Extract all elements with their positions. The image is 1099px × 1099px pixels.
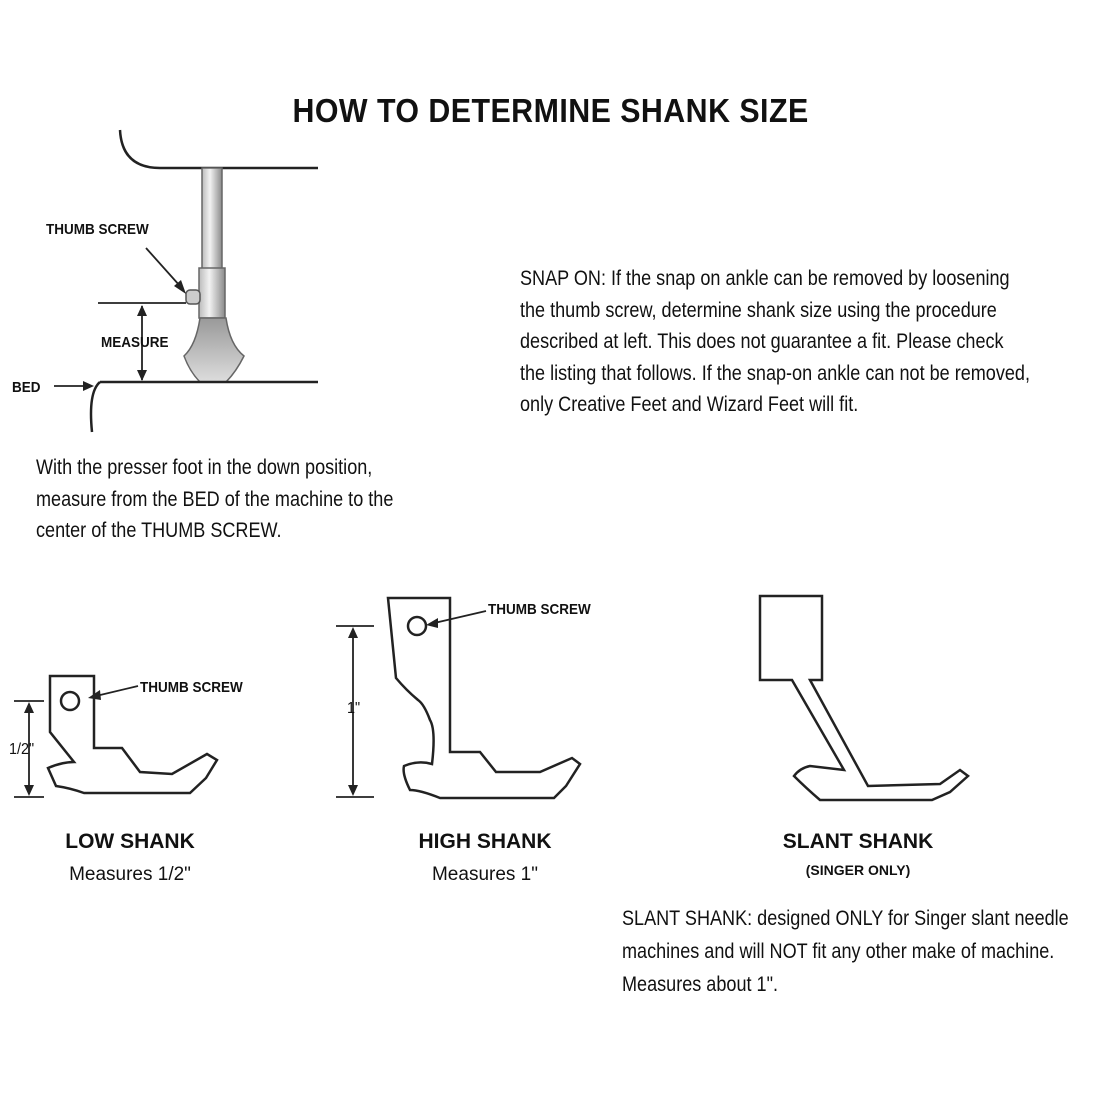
slant-shank-description-line: Measures about 1". [622, 973, 779, 996]
snap-on-line: described at left. This does not guarantee a fit. Please check [520, 330, 1004, 353]
low-shank-subtitle: Measures 1/2" [69, 864, 191, 885]
label-bed: BED [12, 379, 41, 396]
high-shank-title: HIGH SHANK [418, 830, 552, 853]
instructions-line: With the presser foot in the down position, [36, 456, 373, 479]
slant-shank-illustration [760, 596, 968, 800]
slant-shank-note: (SINGER ONLY) [805, 862, 911, 878]
snap-on-line: only Creative Feet and Wizard Feet will fit. [520, 393, 859, 416]
low-shank-title: LOW SHANK [65, 830, 195, 853]
snap-on-line: SNAP ON: If the snap on ankle can be removed by loosening [520, 267, 1010, 290]
snap-on-line: the thumb screw, determine shank size using the procedure [520, 298, 997, 322]
high-shank-dimension-label: 1" [347, 700, 361, 717]
slant-shank-description-line: machines and will NOT fit any other make of machine. [622, 940, 1055, 963]
low-shank-dimension-label: 1/2" [9, 741, 35, 758]
page-title: HOW TO DETERMINE SHANK SIZE [292, 92, 809, 129]
snap-on-text [520, 263, 1030, 421]
instructions-line: center of the THUMB SCREW. [36, 519, 282, 542]
machine-diagram [54, 130, 318, 432]
slant-shank-title: SLANT SHANK [782, 830, 934, 853]
high-shank-thumb-screw-label: THUMB SCREW [488, 601, 591, 618]
instructions-line: measure from the BED of the machine to the [36, 487, 394, 511]
slant-shank-description-line: SLANT SHANK: designed ONLY for Singer slant needle [622, 907, 1069, 930]
slant-shank-description [622, 902, 1069, 1001]
label-thumb-screw: THUMB SCREW [46, 221, 149, 238]
high-shank-subtitle: Measures 1" [431, 864, 538, 885]
snap-on-line: the listing that follows. If the snap-on ankle can not be removed, [520, 361, 1030, 385]
high-shank-illustration [336, 598, 580, 798]
low-shank-thumb-screw-label: THUMB SCREW [140, 679, 243, 696]
instructions-text [36, 452, 393, 547]
label-measure: MEASURE [101, 334, 169, 351]
